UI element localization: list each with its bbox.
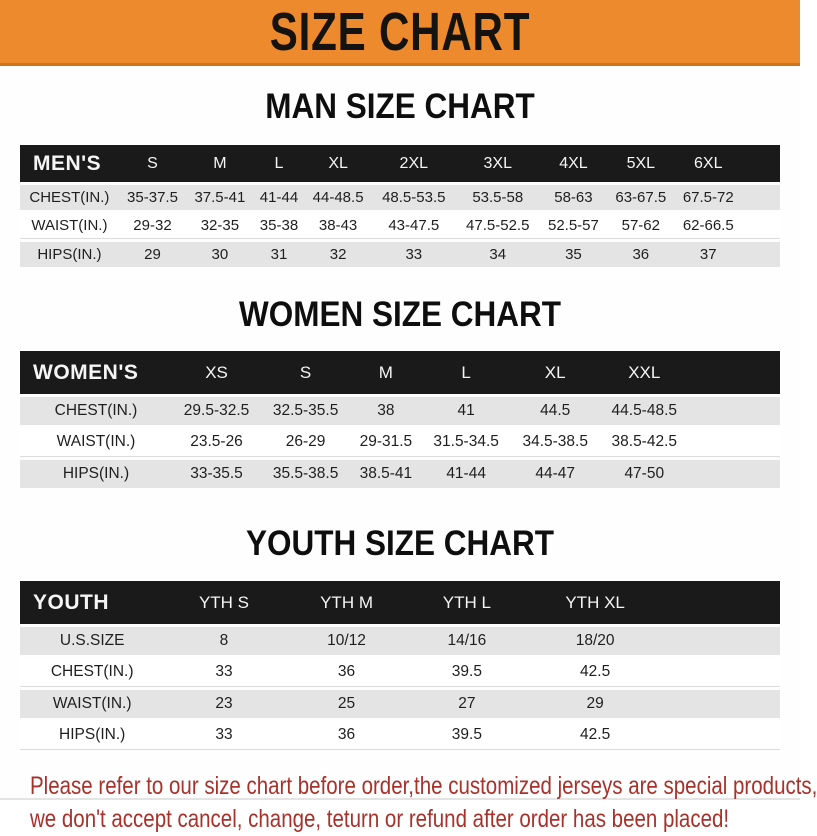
size-cell: 53.5-58 (456, 185, 540, 210)
row-label: WAIST(IN.) (20, 213, 119, 239)
size-cell: 23.5-26 (172, 428, 261, 457)
size-cell: 27 (410, 690, 525, 718)
men-section-heading: MAN SIZE CHART (265, 87, 535, 126)
size-cell: 31 (254, 242, 305, 267)
men-column-header: XL (304, 145, 371, 182)
men-size-table (20, 142, 780, 270)
women-table-row (20, 428, 780, 457)
row-filler-cell (666, 627, 780, 655)
header-filler-cell (742, 145, 780, 182)
size-cell: 35-38 (254, 213, 305, 239)
size-cell: 29 (524, 690, 666, 718)
size-cell: 36 (607, 242, 674, 267)
youth-column-header: YTH L (410, 581, 525, 624)
row-label: WAIST(IN.) (20, 690, 164, 718)
size-cell: 58-63 (540, 185, 607, 210)
men-column-header: L (254, 145, 305, 182)
size-cell: 47.5-52.5 (456, 213, 540, 239)
size-cell: 41-44 (254, 185, 305, 210)
size-cell: 36 (284, 658, 410, 687)
disclaimer (30, 770, 817, 836)
row-filler-cell (666, 721, 780, 750)
women-section-heading: WOMEN SIZE CHART (238, 295, 561, 334)
youth-table-row (20, 721, 780, 750)
size-cell: 44-48.5 (304, 185, 371, 210)
size-cell: 38.5-42.5 (600, 428, 689, 457)
size-cell: 42.5 (524, 658, 666, 687)
men-column-header: 6XL (675, 145, 742, 182)
size-cell: 38-43 (304, 213, 371, 239)
size-cell: 33 (372, 242, 456, 267)
size-cell: 8 (164, 627, 283, 655)
size-cell: 32-35 (186, 213, 253, 239)
size-cell: 62-66.5 (675, 213, 742, 239)
men-column-header: M (186, 145, 253, 182)
women-column-header: XS (172, 351, 261, 394)
size-cell: 35 (540, 242, 607, 267)
youth-column-header: YTH S (164, 581, 283, 624)
men-table-row (20, 213, 780, 239)
size-cell: 14/16 (410, 627, 525, 655)
row-filler-cell (742, 185, 780, 210)
size-cell: 36 (284, 721, 410, 750)
men-table-row (20, 242, 780, 267)
men-column-header: 4XL (540, 145, 607, 182)
row-filler-cell (666, 658, 780, 687)
disclaimer-line-1: Please refer to our size chart before order,the customized jerseys are special products, (30, 772, 817, 800)
size-cell: 37 (675, 242, 742, 267)
size-cell: 23 (164, 690, 283, 718)
size-cell: 44.5-48.5 (600, 397, 689, 425)
men-column-header: 5XL (607, 145, 674, 182)
size-cell: 32.5-35.5 (261, 397, 350, 425)
size-cell: 33-35.5 (172, 460, 261, 488)
youth-column-header: YTH M (284, 581, 410, 624)
size-cell: 37.5-41 (186, 185, 253, 210)
row-filler-cell (666, 690, 780, 718)
sections-container (0, 66, 800, 753)
size-cell: 38.5-41 (350, 460, 421, 488)
header-filler-cell (689, 351, 780, 394)
size-cell: 67.5-72 (675, 185, 742, 210)
women-size-chart-section (0, 270, 800, 491)
women-table-header-row (20, 351, 780, 394)
size-cell: 44-47 (511, 460, 600, 488)
men-column-header: S (119, 145, 186, 182)
women-column-header: S (261, 351, 350, 394)
women-group-label: WOMEN'S (20, 351, 172, 394)
size-cell: 29-31.5 (350, 428, 421, 457)
row-filler-cell (689, 397, 780, 425)
women-column-header: XL (511, 351, 600, 394)
disclaimer-line-2: we don't accept cancel, change, teturn or refund after order has been placed! (30, 805, 730, 833)
size-cell: 18/20 (524, 627, 666, 655)
size-cell: 43-47.5 (372, 213, 456, 239)
size-cell: 38 (350, 397, 421, 425)
youth-section-heading: YOUTH SIZE CHART (245, 524, 554, 563)
size-cell: 30 (186, 242, 253, 267)
youth-table-row (20, 690, 780, 718)
size-cell: 41 (422, 397, 511, 425)
size-cell: 57-62 (607, 213, 674, 239)
size-cell: 34 (456, 242, 540, 267)
youth-size-chart-section (0, 491, 800, 753)
row-filler-cell (742, 213, 780, 239)
men-group-label: MEN'S (20, 145, 119, 182)
banner (0, 0, 800, 66)
size-cell: 39.5 (410, 721, 525, 750)
women-table-row (20, 460, 780, 488)
size-cell: 10/12 (284, 627, 410, 655)
size-cell: 35-37.5 (119, 185, 186, 210)
men-column-header: 2XL (372, 145, 456, 182)
row-label: CHEST(IN.) (20, 658, 164, 687)
row-filler-cell (689, 428, 780, 457)
size-cell: 48.5-53.5 (372, 185, 456, 210)
size-cell: 35.5-38.5 (261, 460, 350, 488)
row-label: CHEST(IN.) (20, 397, 172, 425)
size-cell: 32 (304, 242, 371, 267)
page-title: SIZE CHART (269, 1, 531, 62)
women-column-header: M (350, 351, 421, 394)
youth-table-row (20, 627, 780, 655)
size-cell: 44.5 (511, 397, 600, 425)
size-cell: 47-50 (600, 460, 689, 488)
men-table-row (20, 185, 780, 210)
size-cell: 33 (164, 658, 283, 687)
size-cell: 52.5-57 (540, 213, 607, 239)
size-cell: 29-32 (119, 213, 186, 239)
row-label: HIPS(IN.) (20, 242, 119, 267)
size-cell: 33 (164, 721, 283, 750)
size-cell: 25 (284, 690, 410, 718)
row-label: HIPS(IN.) (20, 721, 164, 750)
size-cell: 42.5 (524, 721, 666, 750)
row-label: CHEST(IN.) (20, 185, 119, 210)
women-column-header: L (422, 351, 511, 394)
women-table-row (20, 397, 780, 425)
men-table-header-row (20, 145, 780, 182)
size-cell: 29.5-32.5 (172, 397, 261, 425)
youth-column-header: YTH XL (524, 581, 666, 624)
size-cell: 41-44 (422, 460, 511, 488)
size-cell: 26-29 (261, 428, 350, 457)
size-cell: 29 (119, 242, 186, 267)
youth-table-row (20, 658, 780, 687)
size-cell: 31.5-34.5 (422, 428, 511, 457)
row-filler-cell (689, 460, 780, 488)
row-label: U.S.SIZE (20, 627, 164, 655)
row-label: WAIST(IN.) (20, 428, 172, 457)
youth-size-table (20, 578, 780, 753)
header-filler-cell (666, 581, 780, 624)
women-size-table (20, 348, 780, 491)
row-filler-cell (742, 242, 780, 267)
size-cell: 34.5-38.5 (511, 428, 600, 457)
men-column-header: 3XL (456, 145, 540, 182)
size-cell: 63-67.5 (607, 185, 674, 210)
row-label: HIPS(IN.) (20, 460, 172, 488)
women-column-header: XXL (600, 351, 689, 394)
youth-group-label: YOUTH (20, 581, 164, 624)
men-size-chart-section (0, 66, 800, 270)
size-cell: 39.5 (410, 658, 525, 687)
youth-table-header-row (20, 581, 780, 624)
